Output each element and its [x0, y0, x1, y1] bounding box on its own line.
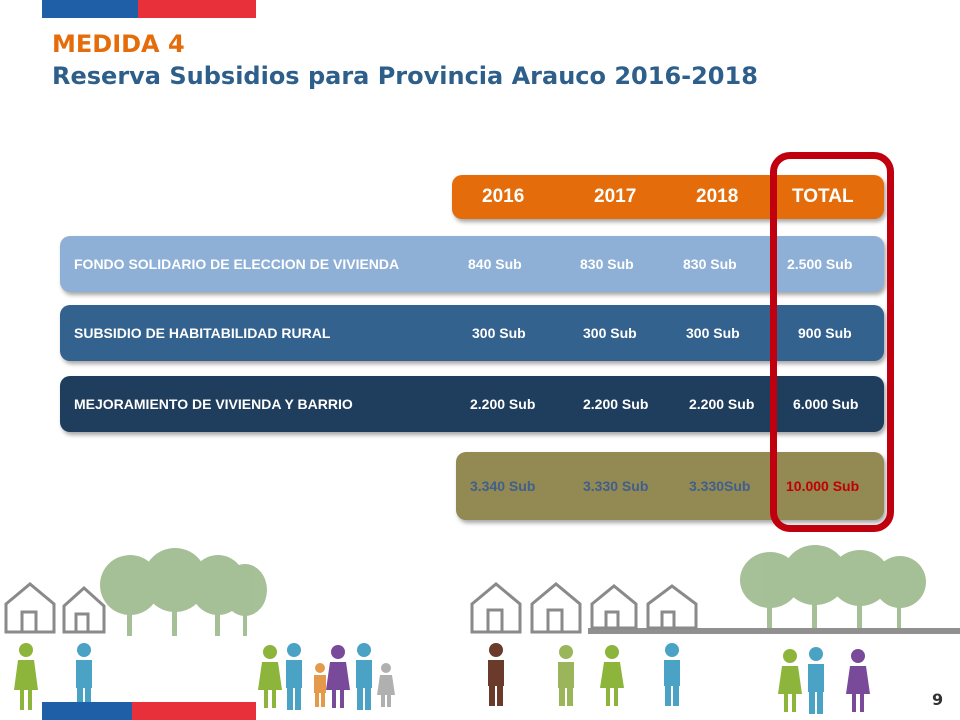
flag-stripe-red-top	[138, 0, 256, 18]
cell-2017: 830 Sub	[580, 256, 634, 272]
cell-2016: 2.200 Sub	[470, 396, 536, 412]
cell-2016: 840 Sub	[468, 256, 522, 272]
total-2018: 3.330Sub	[689, 478, 751, 494]
cell-2017: 2.200 Sub	[583, 396, 649, 412]
row-label: FONDO SOLIDARIO DE ELECCION DE VIVIENDA	[74, 256, 400, 272]
row-label: MEJORAMIENTO DE VIVIENDA Y BARRIO	[74, 396, 353, 412]
col-2018: 2018	[696, 186, 739, 207]
grand-total: 10.000 Sub	[786, 478, 860, 494]
slide-subtitle: MEDIDA 4	[52, 30, 185, 58]
flag-stripe-red-bottom	[132, 702, 256, 720]
cell-2018: 2.200 Sub	[689, 396, 755, 412]
cell-total: 900 Sub	[798, 325, 852, 341]
cell-2018: 300 Sub	[686, 325, 740, 341]
page-number: 9	[932, 690, 944, 709]
table-row	[60, 376, 884, 432]
cell-2016: 300 Sub	[472, 325, 526, 341]
col-2017: 2017	[594, 186, 637, 207]
cell-total: 2.500 Sub	[787, 256, 853, 272]
total-2017: 3.330 Sub	[583, 478, 649, 494]
cell-2017: 300 Sub	[583, 325, 637, 341]
flag-stripe-blue-bottom	[42, 702, 132, 720]
row-label: SUBSIDIO DE HABITABILIDAD RURAL	[74, 325, 331, 341]
col-2016: 2016	[482, 186, 525, 207]
ground-line	[588, 628, 960, 634]
total-2016: 3.340 Sub	[470, 478, 536, 494]
tree-icon	[740, 545, 926, 628]
tree-icon	[100, 548, 267, 636]
cell-2018: 830 Sub	[683, 256, 737, 272]
table-row	[60, 236, 884, 292]
col-total: TOTAL	[792, 186, 854, 207]
flag-stripe-blue-top	[42, 0, 138, 18]
cell-total: 6.000 Sub	[793, 396, 859, 412]
house-icon	[6, 584, 696, 632]
slide-title: Reserva Subsidios para Provincia Arauco 2016-2018	[52, 62, 758, 90]
total-column-highlight	[770, 152, 894, 532]
table-row	[60, 305, 884, 361]
